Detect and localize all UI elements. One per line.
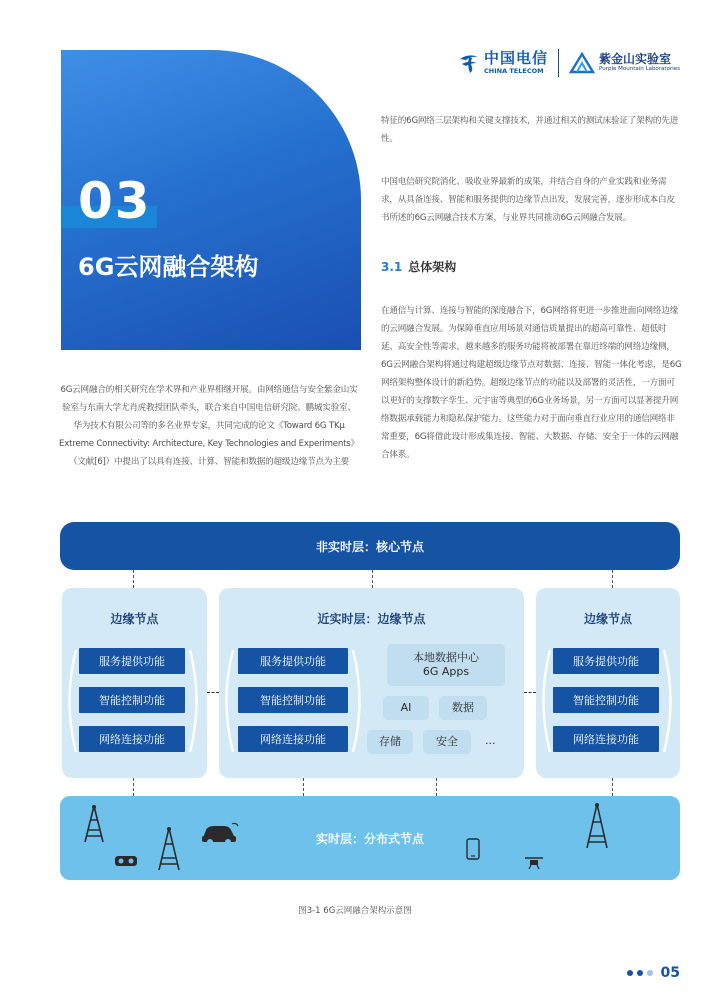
purple-mountain-logo [569,52,680,74]
left-edge-panel [62,588,207,778]
local-datacenter-chip [387,644,505,686]
center-edge-panel [219,588,524,778]
section-heading [381,258,456,275]
cycle-arc [222,646,236,756]
function-box: 智能控制功能 [79,687,185,713]
right-paragraph-3: 在通信与计算、连接与智能的深度融合下，6G网络将更进一步推进面向网络边缘的云网融合发展。为保障垂直应用场景对通信质量提出的超高可靠性、超低时延、高安全性等需求，越来越多的服务功能将被部署在靠近终端的网络边缘侧，6G云网融合架构将通过构建超级边缘节点对数据、连接、智能一体化考虑，是6G网络架构整体设计的新趋势。超级边缘节点的功能以及部署的灵活性，一方面可以更好的支撑数字孪生、元宇宙等典型的6G业务场景，另一方面可以显著提升网络数据承载能力和隐私保护能力。这些能力对于面向垂直行业应用的通信网络非常重要，6G将借此设计形成集连接、智能、大数据、存储、安全于一体的云网融合体系。 [381,306,682,460]
header-logos [458,46,680,80]
cycle-arc [350,646,364,756]
realtime-layer-panel [60,796,680,880]
more-ellipsis: ... [485,734,496,747]
connector-line [524,692,536,693]
security-chip: 安全 [423,730,471,754]
connector-line [436,778,437,796]
china-telecom-en: CHINA TELECOM [484,67,544,76]
left-edge-title: 边缘节点 [110,612,159,626]
connector-line [372,570,373,588]
chapter-title: 6G云网融合架构 [78,253,259,281]
connector-line [133,570,134,588]
section-title: 总体架构 [408,260,457,274]
tower-icon [156,826,182,872]
china-telecom-cn: 中国电信 [484,49,549,68]
function-box: 网络连接功能 [553,726,659,752]
pager-dot [647,970,653,976]
chapter-number: 03 [78,172,152,230]
connector-line [133,778,134,796]
connector-line [612,778,613,796]
cycle-arc [65,646,79,756]
function-box: 智能控制功能 [238,687,348,713]
right-paragraph-1: 特征的6G网络三层架构和关键支撑技术，并通过相关的测试床验证了架构的先进性。 [381,116,679,144]
function-box: 网络连接功能 [79,726,185,752]
right-edge-title: 边缘节点 [583,612,632,626]
china-telecom-logo [458,51,548,75]
page-footer [627,965,680,981]
chapter-hero [61,50,361,350]
mountain-icon [569,52,595,74]
storage-chip: 存储 [367,730,413,754]
smartphone-icon [466,838,480,860]
right-edge-panel [536,588,680,778]
center-edge-title: 近实时层：边缘节点 [317,612,426,626]
function-box: 服务提供功能 [79,648,185,674]
connector-line [207,692,219,693]
function-box: 智能控制功能 [553,687,659,713]
ai-chip: AI [383,696,429,720]
page-number: 05 [660,965,680,981]
tower-icon [584,802,610,850]
function-box: 网络连接功能 [238,726,348,752]
tower-icon [82,804,106,844]
core-layer-bar: 非实时层：核心节点 [60,522,680,570]
connector-line [612,570,613,588]
architecture-diagram [60,522,680,880]
purple-mountain-en: Purple Mountain Laboratories [599,66,680,73]
datacenter-label: 本地数据中心 [413,651,479,664]
vr-headset-icon [114,854,138,868]
connector-line [303,778,304,796]
data-chip: 数据 [439,696,487,720]
function-box: 服务提供功能 [553,648,659,674]
right-paragraph-2: 中国电信研究院消化、吸收业界最新的成果，并结合自身的产业实践和业务需求，从具备连接、智能和服务提供的边缘节点出发，发展完善，逐步形成本白皮书所述的6G云网融合技术方案，与业界共同推动6G云网融合发展。 [381,177,675,223]
realtime-layer-title: 实时层：分布式节点 [315,832,424,846]
section-number: 3.1 [381,260,403,274]
figure-caption: 图3-1 6G云网融合架构示意图 [298,906,412,916]
cycle-arc [187,646,201,756]
pager-dot [627,970,633,976]
china-telecom-icon [458,51,480,75]
autonomous-car-icon [200,820,240,846]
logo-divider [558,49,559,77]
drone-icon [524,856,544,870]
apps-label: 6G Apps [422,665,470,678]
pager-dot [637,970,643,976]
function-box: 服务提供功能 [238,648,348,674]
cycle-arc [539,646,553,756]
purple-mountain-cn: 紫金山实验室 [599,52,672,67]
cycle-arc [661,646,675,756]
left-paragraph: 6G云网融合的相关研究在学术界和产业界相继开展。由网络通信与安全紫金山实验室与东南大学尤肖虎教授团队牵头，联合来自中国电信研究院、鹏城实验室、华为技术有限公司等的多名业界专家，共同完成的论文《Toward 6G TKμ Extreme Connectivity: Architecture, Key Technologies and Experiments》（文献[6]）中提出了以具有连接、计算、智能和数据的超级边缘节点为主要 [59,385,359,467]
